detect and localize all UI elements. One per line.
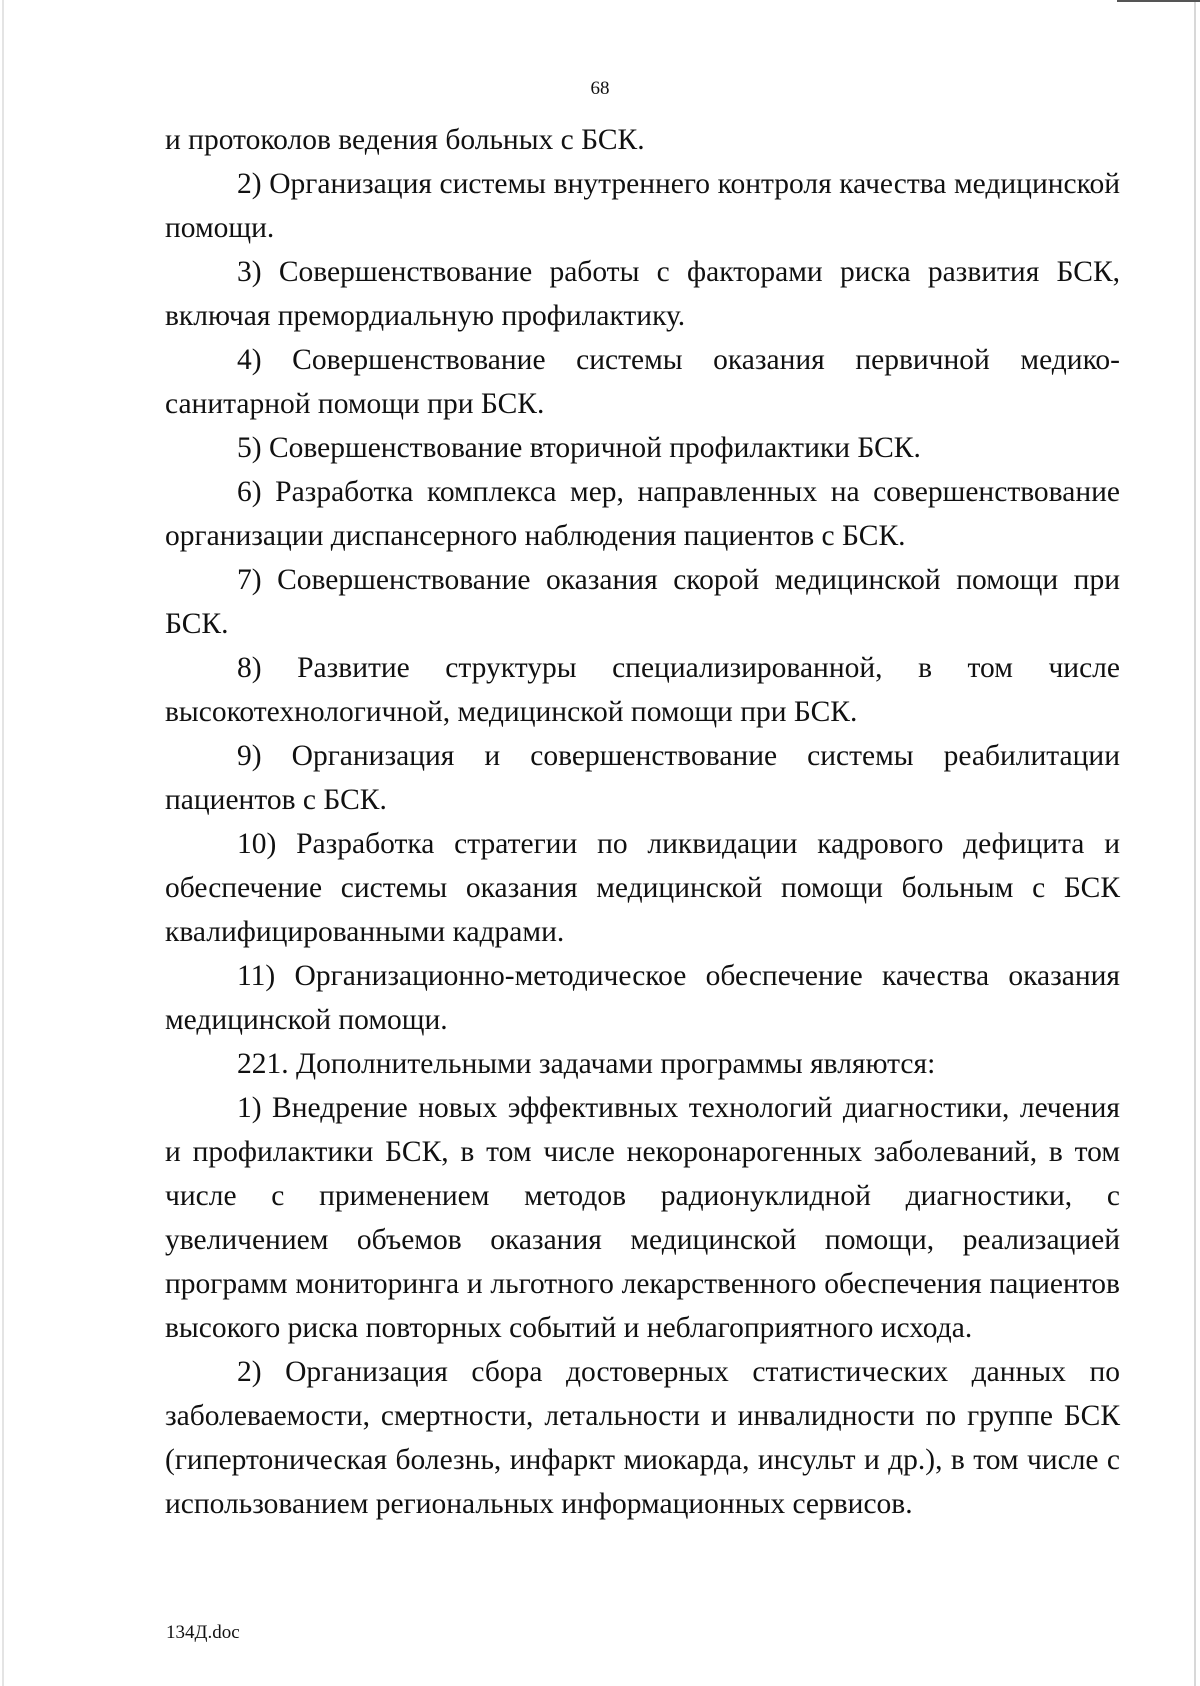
paragraph-section-221: 221. Дополнительными задачами программы являются: — [237, 1048, 936, 1080]
paragraph-continuation: и протоколов ведения больных с БСК. — [165, 124, 645, 156]
paragraph-task-10: 10) Разработка стратегии по ликвидации кадрового дефицита и обеспечение системы оказания медицинской помощи больным с БСК квалифицированными кадрами. — [165, 828, 1120, 948]
paragraph-task-4: 4) Совершенствование системы оказания первичной медико-санитарной помощи при БСК. — [165, 344, 1120, 420]
scan-edge-top — [1117, 0, 1200, 2]
paragraph-additional-task-2: 2) Организация сбора достоверных статистических данных по заболеваемости, смертности, летальности и инвалидности по группе БСК (гипертоническая болезнь, инфаркт миокарда, инсульт и др.), в том числе с использованием региональных информационных сервисов. — [165, 1356, 1120, 1520]
paragraph-task-5: 5) Совершенствование вторичной профилактики БСК. — [237, 432, 921, 464]
scan-edge-left — [2, 0, 4, 1686]
paragraph-task-6: 6) Разработка комплекса мер, направленных на совершенствование организации диспансерного наблюдения пациентов с БСК. — [165, 476, 1120, 552]
paragraph-task-3: 3) Совершенствование работы с факторами риска развития БСК, включая премордиальную профилактику. — [165, 256, 1120, 332]
paragraph-task-9: 9) Организация и совершенствование системы реабилитации пациентов с БСК. — [165, 740, 1120, 816]
paragraph-task-2: 2) Организация системы внутреннего контроля качества медицинской помощи. — [165, 168, 1120, 244]
paragraph-task-7: 7) Совершенствование оказания скорой медицинской помощи при БСК. — [165, 564, 1120, 640]
scan-edge-right — [1194, 0, 1196, 1686]
footer-filename: 134Д.doc — [166, 1622, 240, 1643]
document-body — [165, 118, 1120, 1526]
paragraph-task-8: 8) Развитие структуры специализированной, в том числе высокотехнологичной, медицинской помощи при БСК. — [165, 652, 1120, 728]
paragraph-additional-task-1: 1) Внедрение новых эффективных технологий диагностики, лечения и профилактики БСК, в том числе некоронарогенных заболеваний, в том числе с применением методов радионуклидной диагностики, с увеличением объемов оказания медицинской помощи, реализацией программ мониторинга и льготного лекарственного обеспечения пациентов высокого риска повторных событий и неблагоприятного исхода. — [165, 1092, 1120, 1344]
paragraph-task-11: 11) Организационно-методическое обеспечение качества оказания медицинской помощи. — [165, 960, 1120, 1036]
page-number: 68 — [590, 78, 610, 99]
